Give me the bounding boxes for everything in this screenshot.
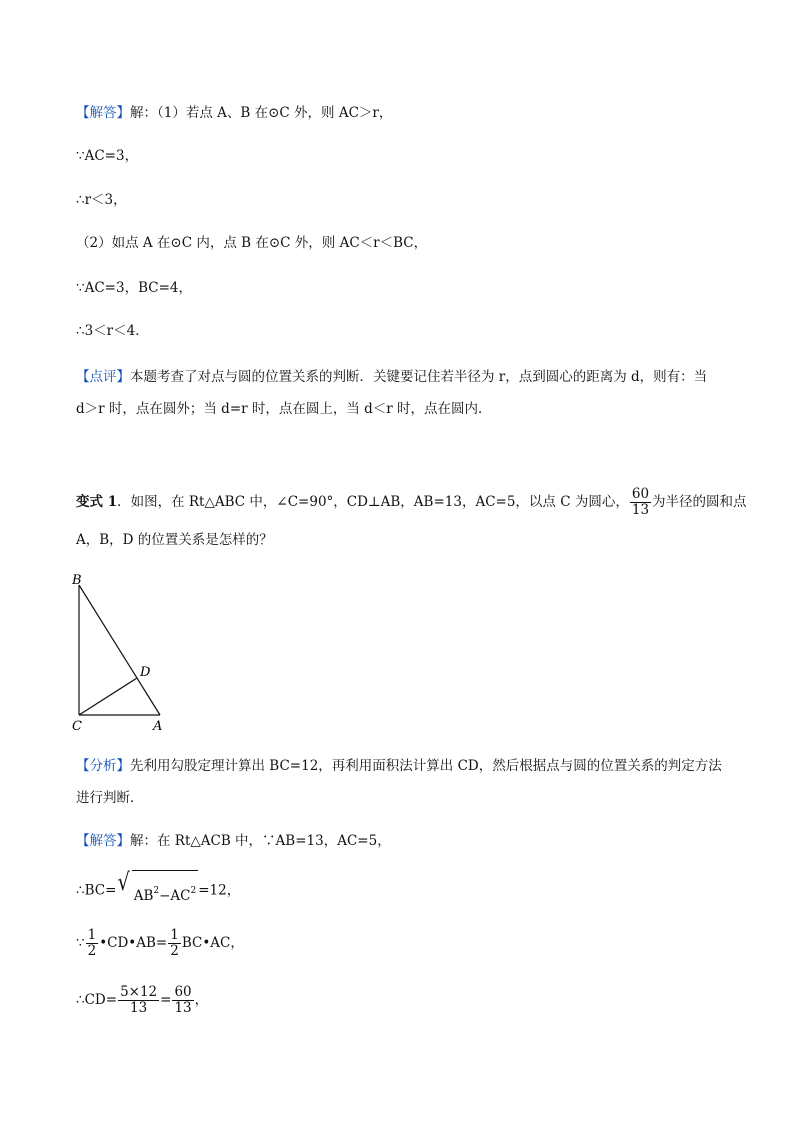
cd-num-1: 5×12	[120, 984, 158, 1000]
cd-fraction-2	[172, 985, 193, 1016]
analysis-line-1	[76, 756, 722, 776]
cd-num-2: 60	[174, 984, 192, 1000]
cd-suffix: ，	[194, 992, 209, 1008]
solution-bc-line	[76, 870, 240, 912]
answer-tag: 【解答】	[76, 105, 130, 121]
radical-sign: √	[117, 868, 131, 896]
half-fraction-left	[86, 928, 99, 959]
solution-cd-line	[76, 983, 208, 1017]
radius-fraction	[630, 487, 651, 518]
bc-suffix: =12，	[198, 882, 241, 899]
label-a: A	[153, 719, 163, 734]
half-num-left: 1	[87, 927, 97, 943]
solution-line-1	[76, 831, 391, 851]
comment-text-1: 本题考查了对点与圆的位置关系的判断．关键要记住若半径为 r，点到圆心的距离为 d，则有：当	[130, 369, 708, 385]
problem-text-b: 为半径的圆和点	[652, 494, 747, 510]
radicand	[132, 870, 199, 912]
comment-tag: 【点评】	[76, 369, 130, 385]
analysis-tag: 【分析】	[76, 758, 130, 774]
comment-line-2: d＞r 时，点在圆外；当 d=r 时，点在圆上，当 d＜r 时，点在圆内．	[76, 401, 492, 417]
triangle-figure	[60, 565, 180, 740]
label-c: C	[72, 719, 82, 734]
solution-tag: 【解答】	[76, 833, 130, 849]
radicand-ac: −AC	[159, 888, 191, 904]
segment-cd	[79, 678, 137, 715]
label-d: D	[140, 665, 151, 680]
cd-prefix: ∴CD=	[76, 992, 118, 1008]
radicand-ab: AB	[133, 888, 154, 904]
answer-line-6: ∴3＜r＜4．	[76, 323, 149, 339]
cd-den-2: 13	[174, 1000, 192, 1016]
answer-line-3: ∴r＜3，	[76, 192, 127, 208]
bc-prefix: ∴BC=	[76, 882, 117, 899]
problem-text-a: ．如图，在 Rt△ABC 中，∠C=90°，CD⊥AB，AB=13，AC=5，以点 C 为圆心，	[117, 494, 629, 510]
problem-line-2: A，B，D 的位置关系是怎样的？	[76, 532, 273, 548]
answer-line-2: ∵AC=3，	[76, 148, 139, 164]
half-fraction-right	[168, 928, 181, 959]
half-den-right: 2	[170, 943, 179, 959]
analysis-text-1: 先利用勾股定理计算出 BC=12，再利用面积法计算出 CD，然后根据点与圆的位置关系的判定方法	[130, 758, 722, 774]
exponent-b: 2	[190, 886, 197, 896]
cd-den-1: 13	[130, 1000, 148, 1016]
solution-area-line	[76, 926, 244, 960]
half-den-left: 2	[87, 943, 97, 959]
half-num-right: 1	[170, 927, 179, 943]
radius-numerator: 60	[631, 486, 650, 502]
sqrt-expression	[116, 870, 198, 912]
answer-line-1	[76, 103, 392, 123]
cd-fraction-1	[118, 985, 159, 1016]
comment-line-1	[76, 367, 707, 387]
solution-text-1: 解：在 Rt△ACB 中，∵AB=13，AC=5，	[130, 833, 391, 849]
problem-line-1	[76, 484, 747, 520]
cd-equals: =	[160, 992, 172, 1008]
radius-denominator: 13	[631, 502, 650, 518]
answer-line-4: （2）如点 A 在⊙C 内，点 B 在⊙C 外，则 AC＜r＜BC，	[76, 235, 428, 251]
problem-label: 变式 1	[76, 494, 118, 510]
area-left: •CD•AB=	[99, 935, 168, 951]
analysis-line-2: 进行判断．	[76, 790, 144, 806]
exponent-a: 2	[153, 886, 160, 896]
answer-text-1: 解：（1）若点 A、B 在⊙C 外，则 AC＞r，	[130, 105, 393, 121]
answer-line-5: ∵AC=3，BC=4，	[76, 280, 192, 296]
area-right: BC•AC，	[181, 935, 244, 951]
side-ab	[79, 585, 160, 715]
label-b: B	[72, 573, 82, 588]
since-symbol: ∵	[76, 935, 85, 951]
